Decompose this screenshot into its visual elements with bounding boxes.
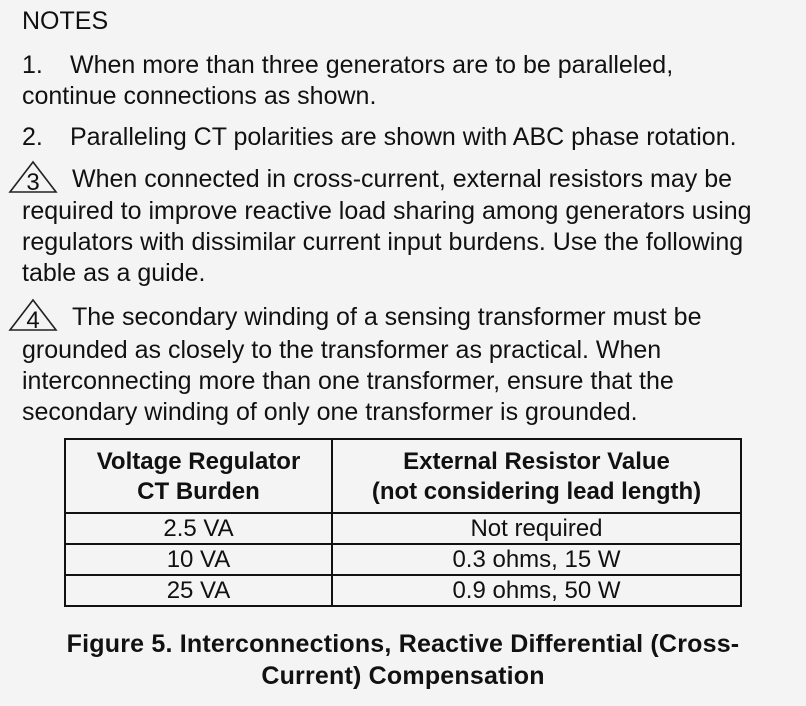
notes-heading: NOTES bbox=[22, 7, 109, 35]
note-4-text-line-4: secondary winding of only one transformer is grounded. bbox=[22, 398, 638, 426]
note-1-text-line-1: When more than three generators are to be paralleled, bbox=[70, 51, 674, 79]
note-2-line bbox=[22, 122, 737, 152]
figure-caption-line-2: Current) Compensation bbox=[261, 662, 545, 690]
note-3-text-line-1: When connected in cross-current, external resistors may be bbox=[72, 165, 732, 193]
table-header-row bbox=[65, 439, 741, 513]
note-3-text-line-4: table as a guide. bbox=[22, 259, 206, 287]
note-1-number: 1. bbox=[22, 51, 43, 79]
table-row bbox=[65, 513, 741, 544]
figure-caption-line-1: Figure 5. Interconnections, Reactive Differential (Cross- bbox=[66, 630, 740, 658]
note-1-text-line-2: continue connections as shown. bbox=[22, 82, 377, 110]
header-2-line-1: External Resistor Value bbox=[403, 448, 670, 475]
note-2-text-line-1: Paralleling CT polarities are shown with ABC phase rotation. bbox=[70, 123, 737, 151]
note-3-triangle-icon bbox=[8, 160, 58, 194]
note-3-text-line-2: required to improve reactive load sharing among generators using bbox=[22, 197, 752, 225]
note-1-first-line bbox=[22, 50, 673, 80]
note-3-marker: 3 bbox=[26, 169, 40, 194]
note-4-text-line-1: The secondary winding of a sensing transformer must be bbox=[72, 303, 702, 331]
note-3-text-line-3: regulators with dissimilar current input burdens. Use the following bbox=[22, 228, 744, 256]
table-cell-resistor: Not required bbox=[332, 513, 741, 544]
table-cell-burden: 25 VA bbox=[65, 575, 332, 606]
table-cell-resistor: 0.3 ohms, 15 W bbox=[332, 544, 741, 575]
note-4-marker: 4 bbox=[26, 307, 40, 332]
table-row bbox=[65, 544, 741, 575]
table-cell-burden: 2.5 VA bbox=[65, 513, 332, 544]
note-4-text-line-3: interconnecting more than one transformer, ensure that the bbox=[22, 367, 674, 395]
note-2-number: 2. bbox=[22, 123, 43, 151]
table-header-resistor-value bbox=[332, 439, 741, 513]
header-1-line-1: Voltage Regulator bbox=[96, 448, 301, 475]
table-header-ct-burden bbox=[65, 439, 332, 513]
header-2-line-2: (not considering lead length) bbox=[371, 478, 702, 505]
table-row bbox=[65, 575, 741, 606]
note-4-triangle-icon bbox=[8, 298, 58, 332]
note-4-text-line-2: grounded as closely to the transformer as practical. When bbox=[22, 336, 662, 364]
table-cell-resistor: 0.9 ohms, 50 W bbox=[332, 575, 741, 606]
resistor-guide-table bbox=[64, 438, 742, 607]
table-cell-burden: 10 VA bbox=[65, 544, 332, 575]
header-1-line-2: CT Burden bbox=[137, 478, 260, 505]
